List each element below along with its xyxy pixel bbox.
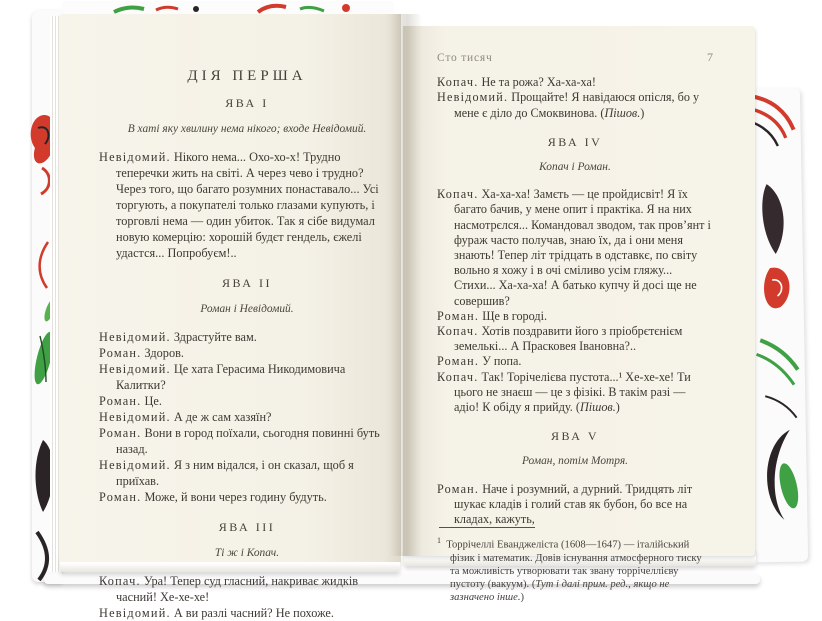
speech-text: Торрічеллі Еванджеліста (1608—1647) — італійський фізик і математик. Довів існування атмосферного тиску та можливість утворювати так звану торрічеллієву пустоту (вакуум). (	[446, 539, 702, 590]
speech-paragraph	[437, 90, 713, 120]
speech-paragraph	[99, 361, 395, 393]
scene-heading: ЯВА I	[225, 96, 269, 110]
speech-paragraph	[437, 187, 713, 309]
speaker-name: Невідомий.	[99, 330, 171, 344]
speaker-name: Невідомий.	[437, 90, 509, 105]
speaker-name: Невідомий.	[99, 150, 171, 164]
speaker-name: Копач.	[437, 324, 479, 339]
speech-paragraph	[99, 329, 395, 345]
speech-text: Прощайте! Я навідаюся опісля, бо у мене є діло до Смоквинова. (	[454, 90, 700, 120]
speech-text: А де ж сам хазяїн?	[173, 410, 272, 424]
speech-text: )	[520, 591, 525, 603]
page-number: 7	[707, 50, 713, 64]
footnote-rule	[439, 527, 535, 528]
stage-direction: Роман і Невідомий.	[200, 303, 294, 315]
stage-direction: Копач і Роман.	[539, 161, 611, 174]
speech-text: Ха-ха-ха! Замєть — це пройдисвіт! Я їх багато бачив, у мене опит і практіка. Я на них насмотрєлся... Командовал зводом, так пров’янт і фураж часто получав, знаю їх, да і они меня знають! Тепер літ трідцать в одставкє, по світу вольно я хожу і в очі сміливо усім гляжу... Стихи... Ха-ха-ха! А батько купчу й досі ще не совершив?	[454, 187, 711, 308]
right-page	[403, 26, 755, 603]
speaker-name: Копач.	[437, 369, 479, 384]
speech-paragraph	[99, 393, 395, 409]
footnote-text	[437, 534, 713, 604]
speech-text: Ура! Тепер суд гласний, накриває жидків часний! Хе-хе-хе!	[116, 574, 359, 604]
speaker-name: Невідомий.	[99, 606, 171, 620]
speech-paragraph	[99, 409, 395, 425]
stage-direction: Роман, потім Мотря.	[522, 455, 628, 468]
speech-text: Вони в город поїхали, сьогодня повинні буть назад.	[116, 426, 380, 456]
speech-text: Я з ним відался, і он сказал, щоб я приїхав.	[116, 458, 354, 488]
speech-text: Може, й вони через годину будуть.	[144, 490, 327, 504]
act-title: ДІЯ ПЕРША	[187, 68, 307, 84]
speech-text: Хотів поздравити його з пріобрєтєнієм земелькі... А Прасковея Івановна?..	[454, 324, 683, 354]
speech-paragraph	[99, 457, 395, 489]
stage-direction: Ті ж і Копач.	[214, 547, 280, 559]
running-title: Сто тисяч	[437, 52, 493, 64]
speaker-name: Копач.	[99, 574, 141, 588]
speaker-name: Роман.	[437, 308, 480, 323]
speech-text: Так! Торічелієва пустота...¹ Хе-хе-хе! Ти цього не знаєш — це з фізікі. В такім разі — адіо! К обіду я прийду. (	[454, 369, 691, 415]
speech-paragraph	[437, 309, 713, 324]
speech-paragraph	[99, 489, 395, 505]
inline-stage-direction: Тут і далі прим. ред., якщо не зазначено інше.	[450, 578, 670, 603]
speech-paragraph	[99, 605, 395, 621]
speech-text: )	[640, 105, 645, 120]
speech-paragraph	[437, 482, 713, 528]
book-cover-right-edge	[746, 88, 808, 563]
speech-text: )	[615, 400, 620, 415]
inline-stage-direction: Пішов.	[604, 105, 641, 120]
speech-paragraph	[99, 345, 395, 361]
speech-paragraph	[437, 370, 713, 416]
speech-text: Ще в городі.	[482, 308, 548, 323]
scene-heading: ЯВА II	[222, 276, 272, 290]
speech-text: Не та рожа? Ха-ха-ха!	[481, 75, 596, 90]
speaker-name: Роман.	[99, 346, 142, 360]
speaker-name: Роман.	[437, 354, 480, 369]
speech-paragraph	[437, 75, 713, 90]
left-page	[59, 14, 401, 620]
speaker-name: Роман.	[99, 426, 142, 440]
speaker-name: Невідомий.	[99, 362, 171, 376]
speaker-name: Роман.	[99, 490, 142, 504]
inline-stage-direction: Пішов.	[579, 400, 616, 415]
speech-paragraph	[99, 573, 395, 605]
speech-text: Наче і розумний, а дурний. Тридцять літ шукає кладів і голий став як бубон, бо все на кладах, кажуть,	[454, 481, 693, 527]
speech-paragraph	[437, 324, 713, 354]
speech-text: Нікого нема... Охо-хо-х! Трудно теперечки жить на світі. А через чево і трудно? Через того, що багато розумних понаставало... Усі торгують, а покупателі только глазами купують, і торговлі нема — один убиток. Так я сібе видумал новую комерцію: хорошій будєт гендель, єжелі удастся... Попробуєм!..	[116, 150, 379, 260]
footnote-marker: 1	[437, 536, 441, 546]
speech-text: Це хата Герасима Никодимовича Калитки?	[116, 362, 346, 392]
speaker-name: Роман.	[99, 394, 142, 408]
speaker-name: Копач.	[437, 75, 479, 90]
speaker-name: Копач.	[437, 187, 479, 202]
footnote	[437, 527, 713, 606]
speech-text: А ви разлі часний? Не похоже.	[173, 606, 334, 620]
speaker-name: Невідомий.	[99, 410, 171, 424]
speech-paragraph	[437, 354, 713, 369]
speaker-name: Невідомий.	[99, 458, 171, 472]
left-page-text	[99, 95, 395, 621]
scene-heading: ЯВА V	[550, 429, 600, 444]
speech-text: Здоров.	[144, 346, 184, 360]
rose-pattern-icon	[746, 88, 808, 563]
speech-paragraph	[99, 425, 395, 457]
running-header	[437, 50, 713, 66]
scene-heading: ЯВА III	[218, 520, 276, 534]
speech-text: Здрастуйте вам.	[173, 330, 257, 344]
stage-direction: В хаті яку хвилину нема нікого; входе Невідомий.	[127, 123, 367, 135]
right-page-text	[437, 69, 713, 527]
speaker-name: Роман.	[437, 481, 480, 496]
scene-heading: ЯВА IV	[547, 134, 603, 149]
speech-paragraph	[99, 149, 395, 261]
speech-text: У попа.	[482, 354, 522, 369]
speech-text: Це.	[144, 394, 162, 408]
